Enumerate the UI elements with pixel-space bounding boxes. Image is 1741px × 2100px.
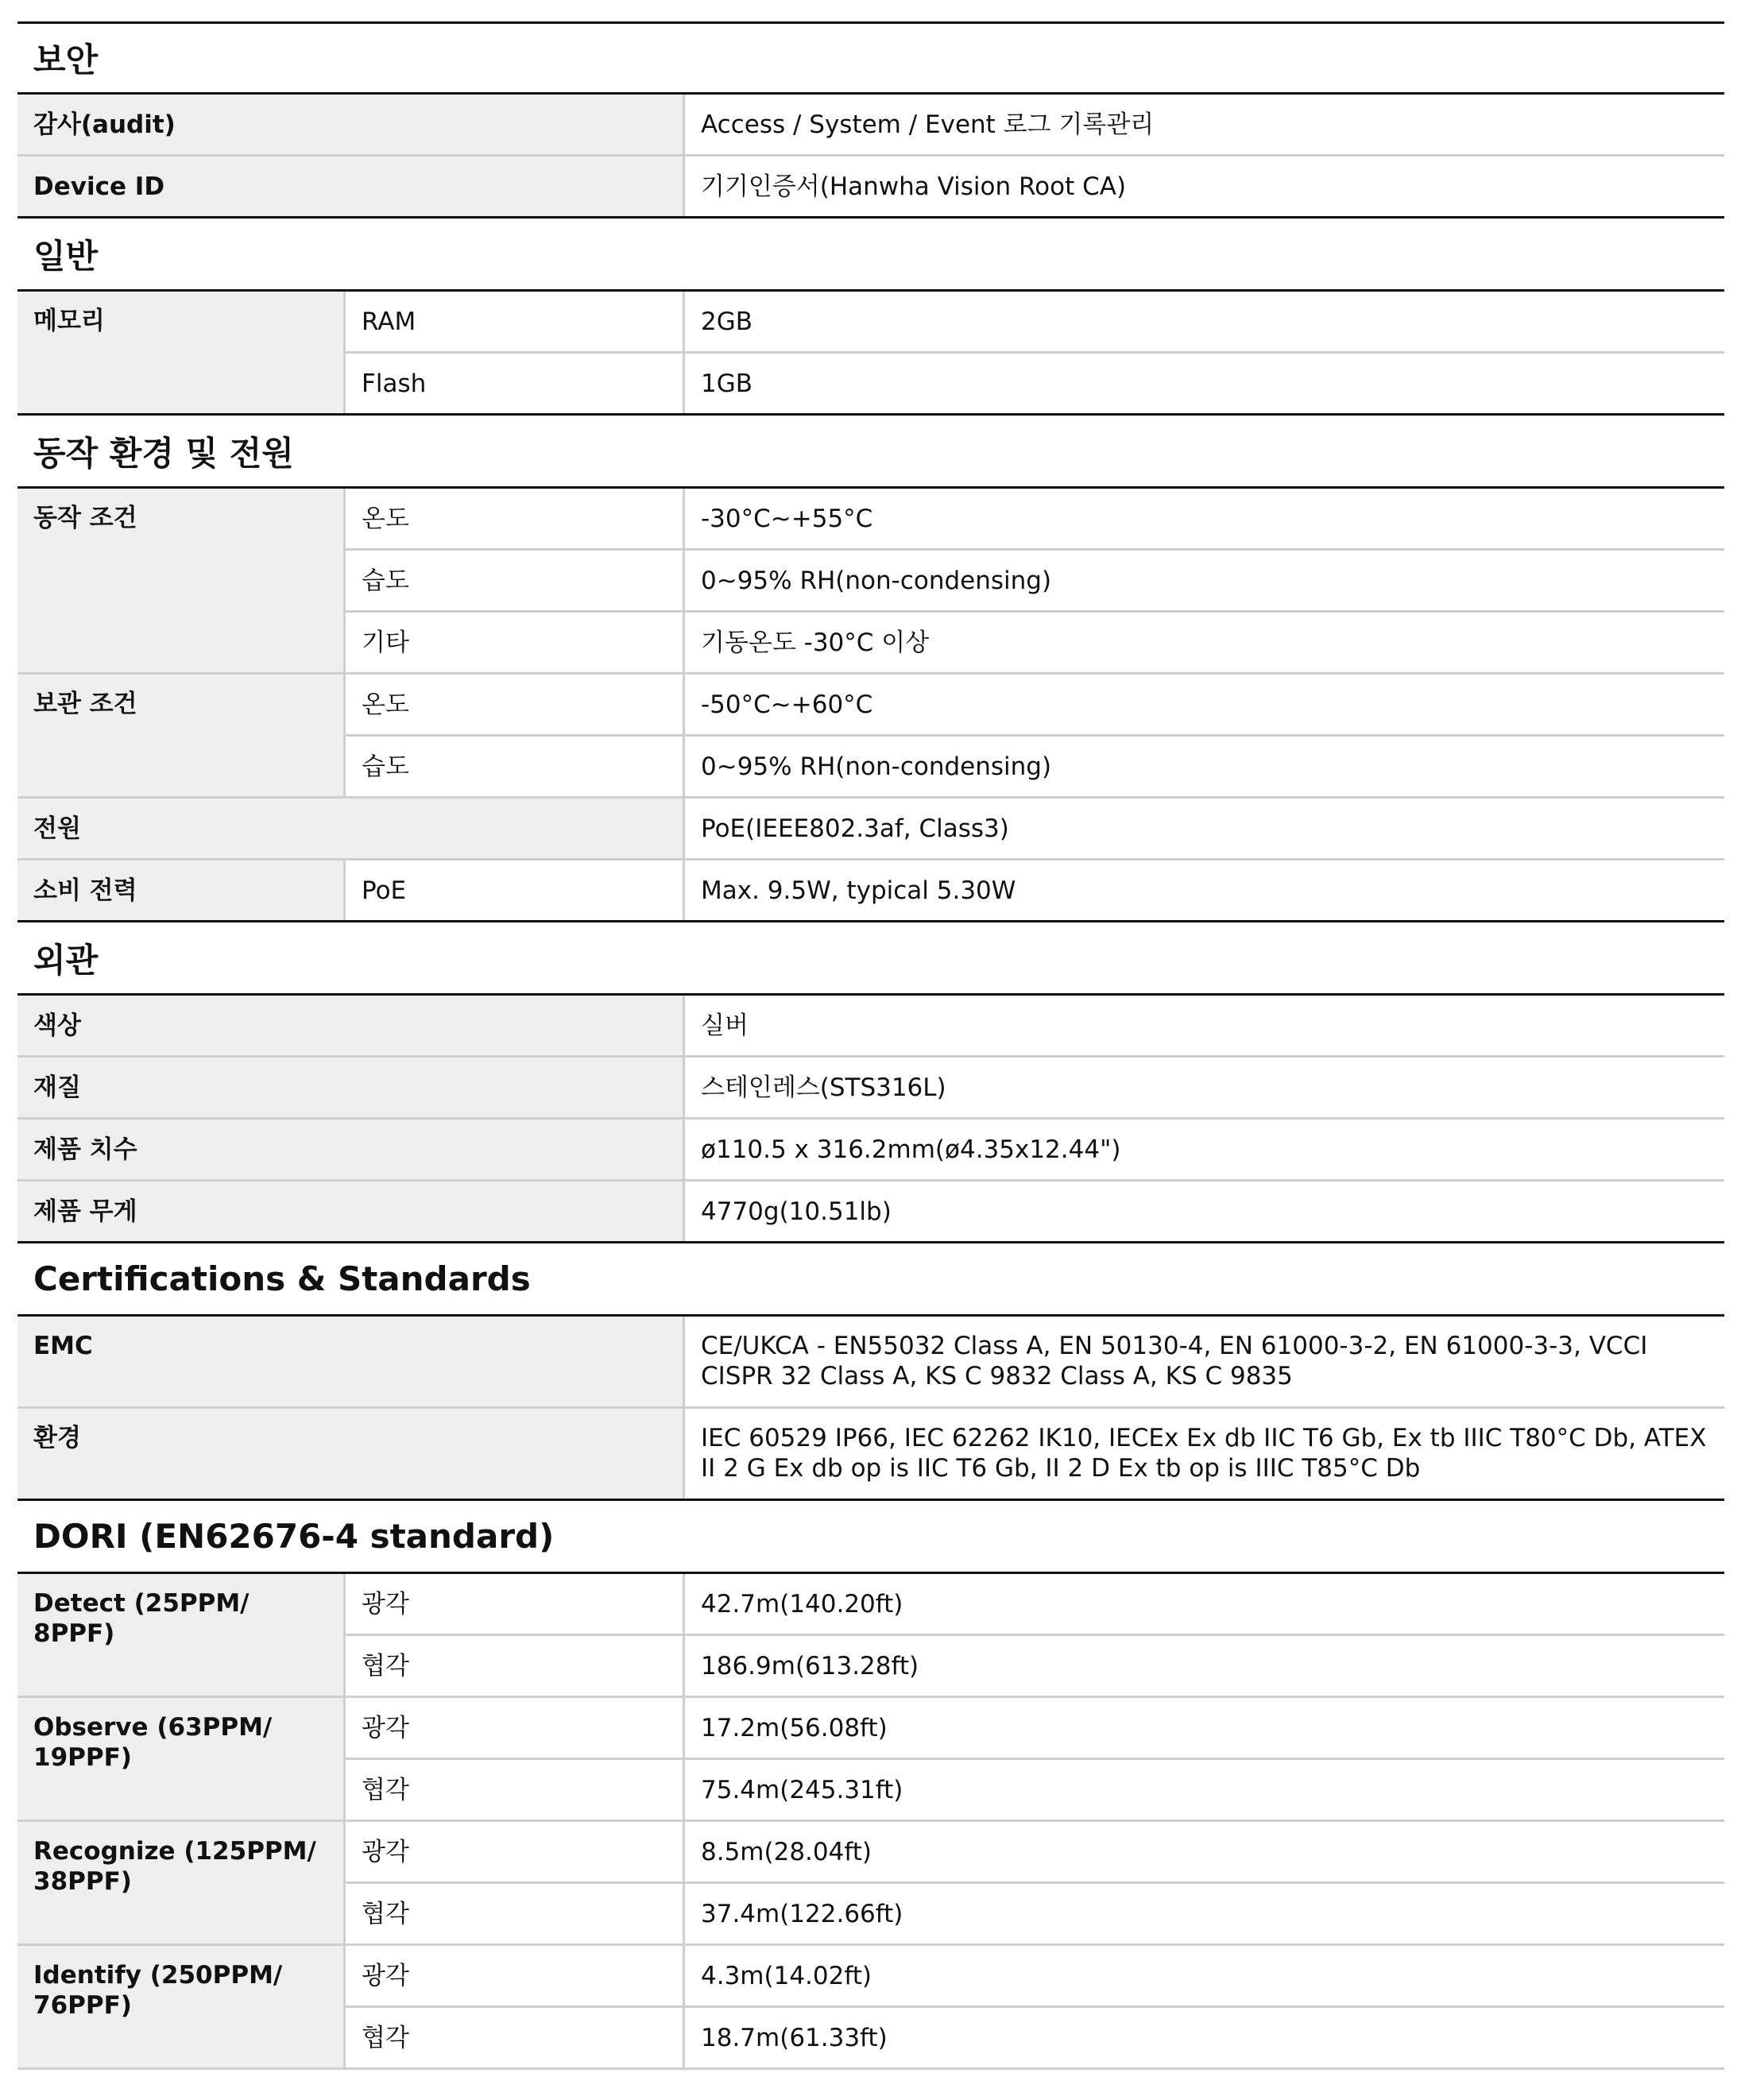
group-label: Identify (250PPM/ 76PPF): [17, 1946, 343, 2070]
row-label: Device ID: [17, 157, 685, 216]
table-row: [17, 996, 1724, 1058]
table-row: [17, 1181, 1724, 1243]
section-title-certifications: Certifications & Standards: [17, 1243, 1724, 1317]
row-label: 소비 전력: [17, 860, 343, 920]
row-label: 재질: [17, 1058, 685, 1117]
row-value: 0~95% RH(non-condensing): [701, 566, 1052, 595]
row-sub: 협각: [343, 1636, 685, 1696]
section-title-environment: 동작 환경 및 전원: [17, 416, 1724, 489]
table-row: [17, 860, 1724, 922]
row-value: 4.3m(14.02ft): [701, 1961, 872, 1990]
row-value: -30°C~+55°C: [701, 504, 873, 533]
row-label: 제품 무게: [17, 1181, 685, 1241]
table-row: [343, 292, 1724, 354]
row-label: 환경: [17, 1409, 685, 1499]
section-title-security: 보안: [17, 21, 1724, 95]
table-row: [343, 613, 1724, 675]
table-row: [17, 95, 1724, 157]
row-label: 제품 치수: [17, 1120, 685, 1179]
row-sub: Flash: [343, 354, 685, 413]
group-label: 보관 조건: [17, 675, 343, 799]
group-label: Recognize (125PPM/ 38PPF): [17, 1822, 343, 1946]
row-group: [17, 1946, 1724, 2070]
row-value: 기기인증서(Hanwha Vision Root CA): [701, 172, 1127, 201]
section-title-exterior: 외관: [17, 922, 1724, 996]
row-value: 스테인레스(STS316L): [701, 1073, 946, 1102]
table-row: [343, 1698, 1724, 1760]
row-value: PoE(IEEE802.3af, Class3): [701, 814, 1009, 843]
row-sub: 광각: [343, 1822, 685, 1881]
table-row: [343, 489, 1724, 551]
group-label: 메모리: [17, 292, 343, 416]
table-row: [17, 157, 1724, 219]
row-sub: 광각: [343, 1574, 685, 1634]
row-value: CE/UKCA - EN55032 Class A, EN 50130-4, EN 61000-3-2, EN 61000-3-3, VCCI CISPR 32 Class A, KS C 9832 Class A, KS C 9835: [701, 1332, 1648, 1390]
group-label: 동작 조건: [17, 489, 343, 675]
row-value: 186.9m(613.28ft): [701, 1651, 919, 1680]
row-sub: RAM: [343, 292, 685, 351]
table-row: [343, 1946, 1724, 2008]
table-row: [343, 1760, 1724, 1822]
table-row: [17, 1120, 1724, 1181]
row-group: [17, 675, 1724, 799]
row-value: 8.5m(28.04ft): [701, 1837, 872, 1866]
row-sub: 기타: [343, 613, 685, 672]
table-row: [343, 737, 1724, 799]
row-value: 0~95% RH(non-condensing): [701, 752, 1052, 781]
row-sub: 협각: [343, 1760, 685, 1820]
row-sub: PoE: [343, 860, 685, 920]
row-sub: 광각: [343, 1946, 685, 2005]
row-value: 18.7m(61.33ft): [701, 2023, 888, 2052]
row-value: 4770g(10.51lb): [701, 1197, 892, 1226]
row-sub: 협각: [343, 1884, 685, 1943]
group-label: Detect (25PPM/ 8PPF): [17, 1574, 343, 1698]
group-label: Observe (63PPM/ 19PPF): [17, 1698, 343, 1822]
table-row: [343, 1884, 1724, 1946]
row-value: 기동온도 -30°C 이상: [701, 628, 930, 657]
row-value: 37.4m(122.66ft): [701, 1899, 903, 1928]
row-value: 42.7m(140.20ft): [701, 1589, 903, 1619]
table-row: [17, 1317, 1724, 1409]
table-row: [343, 551, 1724, 613]
table-row: [343, 2008, 1724, 2070]
row-sub: 협각: [343, 2008, 685, 2067]
row-group: [17, 1822, 1724, 1946]
row-group: [17, 292, 1724, 416]
section-title-dori: DORI (EN62676-4 standard): [17, 1501, 1724, 1574]
section-title-general: 일반: [17, 219, 1724, 292]
row-sub: 습도: [343, 737, 685, 796]
row-group: [17, 489, 1724, 675]
table-row: [343, 675, 1724, 737]
table-row: [343, 1636, 1724, 1698]
row-label: EMC: [17, 1317, 685, 1406]
row-label: 전원: [17, 799, 685, 858]
row-value: 75.4m(245.31ft): [701, 1775, 903, 1804]
row-label: 색상: [17, 996, 685, 1055]
table-row: [343, 1574, 1724, 1636]
row-sub: 온도: [343, 489, 685, 548]
row-sub: 온도: [343, 675, 685, 734]
row-label: 감사(audit): [17, 95, 685, 154]
row-sub: 광각: [343, 1698, 685, 1758]
row-value: 2GB: [701, 307, 753, 336]
row-value: ø110.5 x 316.2mm(ø4.35x12.44"): [701, 1135, 1121, 1164]
row-value: 17.2m(56.08ft): [701, 1713, 888, 1742]
row-group: [17, 1574, 1724, 1698]
row-value: 실버: [701, 1011, 749, 1040]
table-row: [343, 354, 1724, 416]
table-row: [17, 1058, 1724, 1120]
spec-table: [17, 21, 1724, 2070]
row-sub: 습도: [343, 551, 685, 610]
row-value: Max. 9.5W, typical 5.30W: [701, 876, 1016, 905]
table-row: [17, 1409, 1724, 1501]
row-value: IEC 60529 IP66, IEC 62262 IK10, IECEx Ex db IIC T6 Gb, Ex tb IIIC T80°C Db, ATEX II 2 G Ex db op is IIC T6 Gb, II 2 D Ex tb op is IIIC T85°C Db: [701, 1424, 1707, 1483]
row-group: [17, 1698, 1724, 1822]
row-value: Access / System / Event 로그 기록관리: [701, 110, 1155, 139]
table-row: [343, 1822, 1724, 1884]
row-value: 1GB: [701, 369, 753, 398]
table-row: [17, 799, 1724, 860]
row-value: -50°C~+60°C: [701, 690, 873, 719]
